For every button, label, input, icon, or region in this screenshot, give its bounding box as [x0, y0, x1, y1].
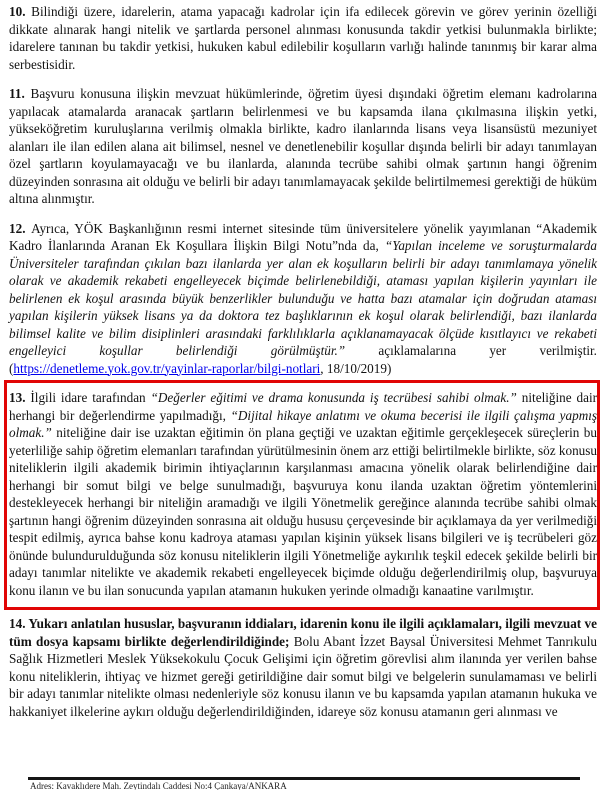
text-run: Bolu Abant İzzet Baysal Üniversitesi Mehmet Tanrıkulu Sağlık Hizmetleri Meslek Yüksekokulu Çocuk Gelişimi için öğretim görevlisi alım ilanında yer verilen bahse konu niteliklerin, ihtiyaç ve hizmet gereği getirildiğine dair somut bilgi ve belgelerin sunulamaması ve belirli bir adayı tanımlar nitelikte olması nedenleriyle söz konusu ilanın ve bu kapsamda yapılan atamanın hukuka ve hakkaniyet ilkelerine aykırı olduğu değerlendirildiğinden, idareye söz konusu atamanın geri alınması ve	[9, 633, 597, 719]
text-run: niteliğine dair ise uzaktan eğitimin ön plana geçtiği ve uzaktan eğitimle gerçekleşecek süreçlerin bu yeterliliğe sahip öğretim elemanları tarafından yürütülmesinin önem arz ettiği belirtilmekle birlikte, söz konusu niteliklerin ilgili akademik birimin ihtiyaçlarının karşılanması amacına yönelik olarak belirlendiğine dair herhangi bir somut bilgi ve belge sunulmadığı, başvuruya konu ilanda uzaktan öğretim yöntemlerini destekleyecek herhangi bir niteliğin aramadığı ve ilgili Yönetmelik gereğince alanında tecrübe sahibi olmak şartının hangi öğrenim düzeyinden sonrasına ait olduğu hususu çerçevesinde bir açıklamaya da yer verilmediği tespit edilmiş, ayrıca bahse konu kadroya ataması yapılan kişinin yüksek lisans bilgileri ve iş tecrübeleri göz önünde bulundurulduğunda söz konusu niteliklerin ilgili Yönetmeliğe aykırılık teşkil edecek şekilde belirli bir adayı tanımlar nitelikte ve akademik rekabeti engelleyecek biçimde olduğu değerlendirilmiş olup, başvuruya konu ilanın ve bu ilan sonucunda yapılan atamanın hukuken yerinde olmadığı kanaatine varılmıştır.	[9, 425, 597, 598]
footer-address: Adres: Kavaklıdere Mah. Zeytindalı Caddesi No:4 Çankaya/ANKARA	[30, 781, 287, 790]
hyperlink[interactable]: https://denetleme.yok.gov.tr/yayinlar-raporlar/bilgi-notlari	[13, 360, 321, 376]
document-page	[9, 3, 597, 732]
text-run: “Değerler eğitimi ve drama konusunda iş tecrübesi sahibi olmak.”	[150, 390, 517, 405]
text-run: “Dijital hikaye anlatımı ve okuma becerisi ile ilgili çalışma yapmış olmak.”	[9, 407, 598, 440]
paragraph-14	[9, 615, 597, 720]
text-run: İlgili idare tarafından	[30, 390, 151, 405]
text-run: 10.	[9, 4, 32, 19]
text-run: 11.	[9, 86, 31, 101]
text-run: Bilindiği üzere, idarelerin, atama yapacağı kadrolar için ifa edilecek görevin ve görev yerinin özelliği dikkate alınarak hangi nitelik ve şartlarda personel alınması konusunda takdir yetkisi bulunmakla birlikte; idarelere tanınan bu takdir yetkisi, hukuken kabul edilebilir koşulların varlığı halinde tanınmış bir karar alma serbestisidir.	[9, 4, 597, 72]
paragraph-10	[9, 3, 597, 73]
text-run: , 18/10/2019)	[320, 360, 392, 376]
paragraph-12	[9, 220, 597, 378]
text-run: 14. Yukarı anlatılan hususlar, başvuranın iddiaları, idarenin konu ile ilgili açıklamaları, ilgili mevzuat ve tüm dosya kapsamı birlikte değerlendirildiğinde;	[9, 616, 597, 649]
text-run: açıklamalarına yer verilmiştir. (	[9, 343, 597, 376]
text-run: niteliğine dair herhangi bir değerlendirme yapılmadığı,	[9, 390, 598, 423]
paragraph-11	[9, 85, 597, 208]
text-run: “Yapılan inceleme ve soruşturmalarda Üniversiteler tarafından çıkılan bazı ilanlarda yer alan ek koşulların belirli bir adayı tanımlamaya yönelik olarak ve akademik rekabeti engelleyecek biçimde belirlenebildiği, ataması yapılan kişilerin yayınları ile belirlenen ek koşul arasında büyük benzerlikler bulunduğu ve hatta bazı atamalar için doğrudan ataması yapılan kişilerin yüksek lisans ya da doktora tez başlıklarının ek koşul olarak belirlendiği, bazı ilanlarda bilimsel kalite ve bilim disiplinleri arasındaki farklılıklarla açıklanamayacak ölçüde kısıtlayıcı ve rekabeti engelleyici koşullar belirlendiği görülmüştür.”	[9, 238, 597, 358]
text-run: Ayrıca, YÖK Başkanlığının resmi internet sitesinde tüm üniversitelere yönelik yayımlanan “Akademik Kadro İlanlarında Aranan Ek Koşullara İlişkin Bilgi Notu”nda da,	[9, 220, 597, 253]
text-run: 12.	[9, 220, 32, 236]
text-run: 13.	[9, 390, 31, 405]
page-footer	[0, 777, 604, 790]
footer-divider	[28, 777, 580, 780]
paragraph-13	[9, 389, 597, 599]
highlighted-section	[9, 389, 597, 599]
text-run: Başvuru konusuna ilişkin mevzuat hükümlerinde, öğretim üyesi dışındaki öğretim elemanı kadrolarına yapılacak atamalarda aranacak şartların belirlenmesi ve bu kapsamda ilana çıkılmasına ilişkin yetki, yükseköğretim kuruluşlarına verilmiş olmakla birlikte, kadro ilanlarında lisans veya lisansüstü mezuniyet alanları ile ilan edilen alana ait bilimsel, nesnel ve denetlenebilir koşullar dışında belirli bir adayı tanımlayan özel şartların koyulamayacağı ve bu ilanlarda, alanında tecrübe sahibi olmak şartının hangi öğrenim düzeyinden sonrasına ait olduğu ve belirli bir adayı tanımlamayacak şekilde belirtilmemesi gerektiği de hüküm altına alınmıştır.	[9, 86, 598, 206]
